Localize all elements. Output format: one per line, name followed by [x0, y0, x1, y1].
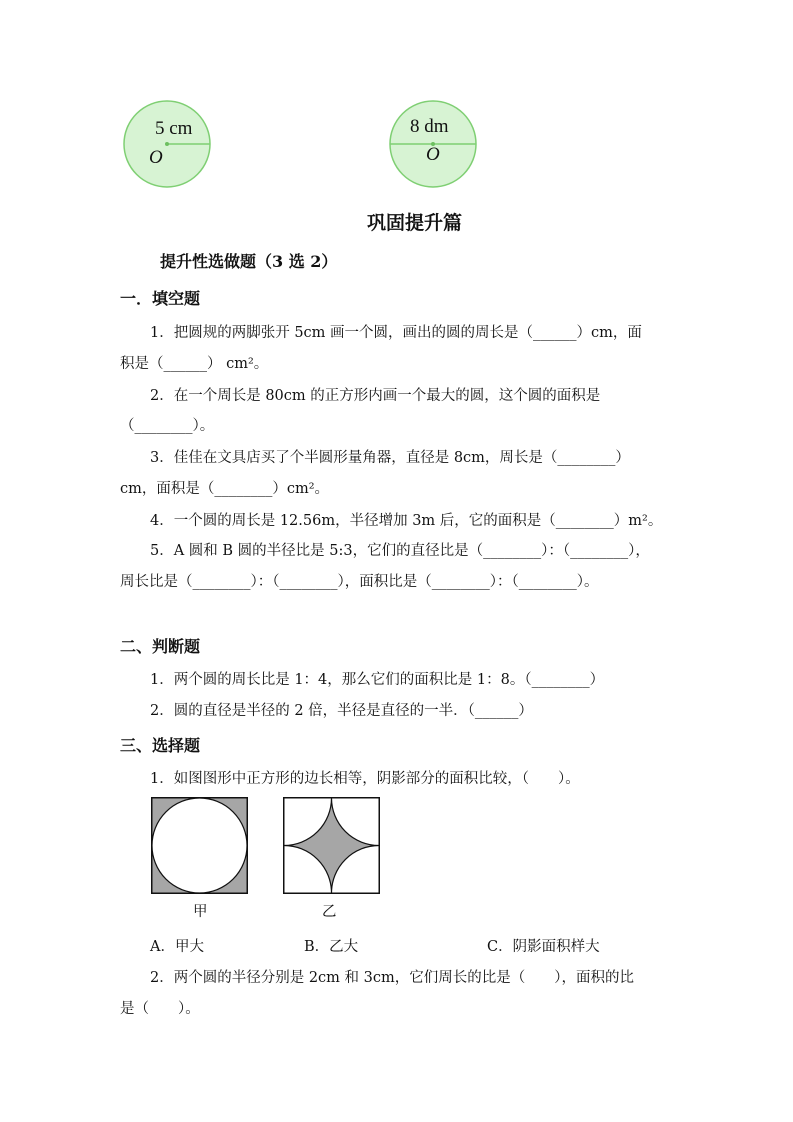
s1-line: 2．在一个周长是 80cm 的正方形内画一个最大的圆，这个圆的面积是 — [150, 388, 601, 404]
page-title: 巩固提升篇 — [367, 212, 463, 234]
s3-question-1: 1．如图图形中正方形的边长相等，阴影部分的面积比较，（ ）。 — [150, 771, 580, 787]
section1-heading: 一．填空题 — [120, 289, 201, 308]
option-a: A．甲大 — [150, 939, 204, 955]
s1-line: 3．佳佳在文具店买了个半圆形量角器，直径是 8cm，周长是（________） — [150, 450, 630, 466]
page-subtitle: 提升性选做题（3 选 2） — [160, 252, 338, 271]
s2-line: 1．两个圆的周长比是 1：4，那么它们的面积比是 1：8。（________） — [150, 672, 605, 688]
circle1-center-label: O — [149, 147, 163, 168]
center-dot — [165, 142, 169, 146]
section3-heading: 三、选择题 — [120, 736, 201, 755]
jia-inscribed-circle — [152, 798, 247, 893]
figure-jia — [151, 797, 248, 894]
s1-line: （________）。 — [120, 418, 215, 434]
s1-line: cm，面积是（________）cm²。 — [120, 481, 330, 497]
option-b: B．乙大 — [304, 939, 359, 955]
figure-yi — [283, 797, 380, 894]
circle1-radius-label: 5 cm — [155, 118, 193, 139]
option-c: C．阴影面积样大 — [487, 939, 600, 955]
s3-question-2-cont: 是（ ）。 — [120, 1001, 200, 1017]
s2-line: 2．圆的直径是半径的 2 倍，半径是直径的一半．（______） — [150, 703, 533, 719]
figure-label-jia: 甲 — [193, 904, 208, 920]
s1-line: 5．A 圆和 B 圆的半径比是 5:3，它们的直径比是（________）：（________）， — [150, 543, 650, 559]
section2-heading: 二、判断题 — [120, 637, 201, 656]
s1-line: 周长比是（________）：（________），面积比是（________）：（________）。 — [120, 574, 599, 590]
circle-figure-radius — [120, 95, 216, 195]
s1-line: 4．一个圆的周长是 12.56m，半径增加 3m 后，它的面积是（________）m²。 — [150, 513, 663, 529]
figure-label-yi: 乙 — [322, 904, 337, 920]
s3-question-2: 2．两个圆的半径分别是 2cm 和 3cm，它们周长的比是（ ），面积的比 — [150, 970, 634, 986]
s1-line: 积是（______） cm²。 — [120, 356, 269, 372]
s1-line: 1．把圆规的两脚张开 5cm 画一个圆，画出的圆的周长是（______）cm，面 — [150, 325, 642, 341]
circle2-diameter-label: 8 dm — [410, 116, 449, 137]
circle2-center-label: O — [426, 144, 440, 165]
